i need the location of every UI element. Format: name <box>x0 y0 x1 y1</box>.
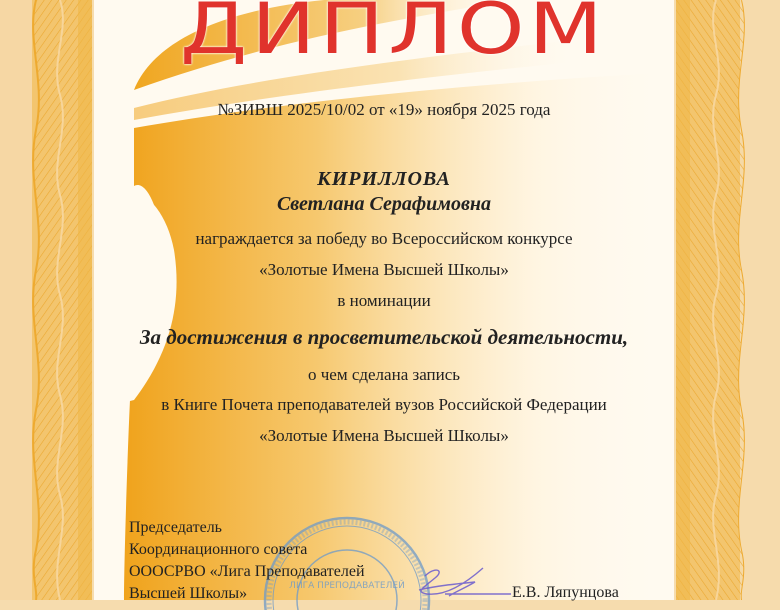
honor-book-line: в Книге Почета преподавателей вузов Российской Федерации <box>161 395 607 414</box>
honor-book-name: «Золотые Имена Высшей Школы» <box>259 426 509 445</box>
signatory-name: Е.В. Ляпунцова <box>512 584 619 601</box>
signatory-position-4: Высшей Школы» <box>129 585 248 602</box>
diploma-title: ДИПЛОМ <box>180 0 607 71</box>
contest-name: «Золотые Имена Высшей Школы» <box>259 260 509 279</box>
recipient-name: Светлана Серафимовна <box>276 193 492 215</box>
guilloche-pattern-right <box>676 0 780 600</box>
signatory-position-3: ОООСРВО «Лига Преподавателей <box>129 563 365 580</box>
handwritten-signature-icon <box>405 562 515 600</box>
recipient-surname: КИРИЛЛОВА <box>317 168 451 190</box>
signatory-position-2: Координационного совета <box>129 541 308 558</box>
diploma-number: №ЗИВШ 2025/10/02 от «19» ноября 2025 года <box>217 100 551 119</box>
record-note: о чем сделана запись <box>307 365 461 384</box>
signatory-position-1: Председатель <box>129 519 222 536</box>
signatory-block <box>129 517 365 605</box>
right-guilloche-border <box>676 0 780 600</box>
award-reason-line: награждается за победу во Всероссийском конкурсе <box>195 229 573 248</box>
guilloche-pattern-left <box>0 0 92 600</box>
stamp-text: ЛИГА ПРЕПОДАВАТЕЛЕЙ <box>289 581 405 591</box>
nomination-title: За достижения в просветительской деятельности, <box>139 325 629 349</box>
nomination-label: в номинации <box>337 291 431 310</box>
left-guilloche-border <box>0 0 92 600</box>
